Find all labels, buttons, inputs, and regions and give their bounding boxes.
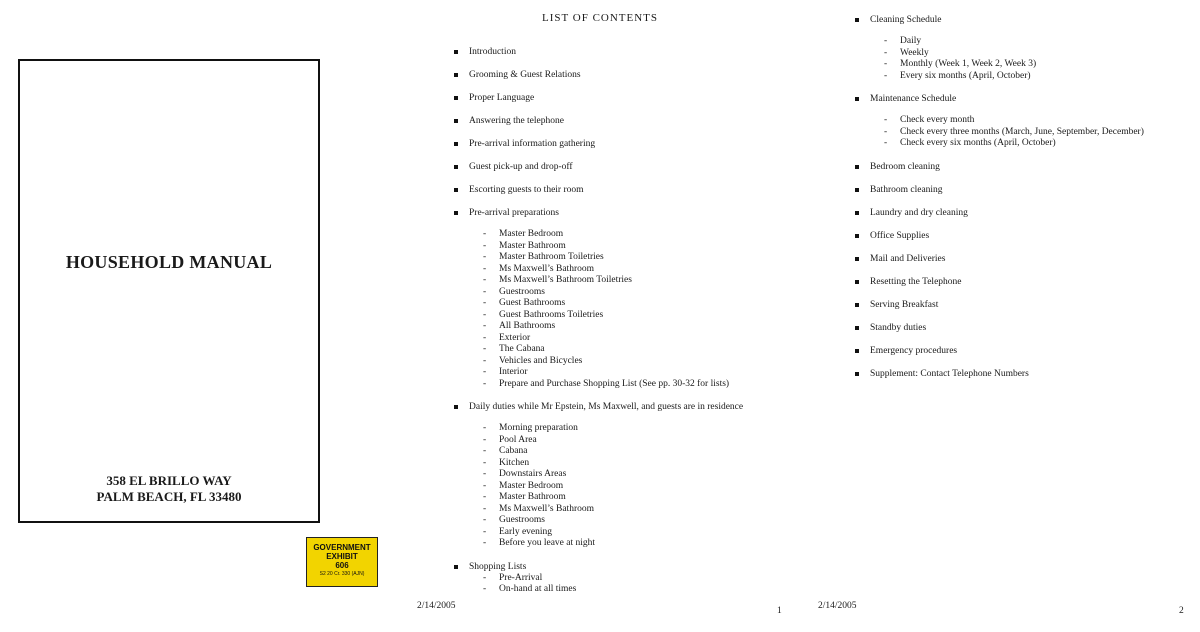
contents-item	[454, 69, 794, 81]
contents-item-label: Supplement: Contact Telephone Numbers	[870, 368, 1029, 379]
contents-item-label: Mail and Deliveries	[870, 253, 946, 264]
contents-item-label: Guest pick-up and drop-off	[469, 162, 573, 172]
contents-subitem: - Master Bathroom	[483, 241, 794, 253]
contents-subitem-list	[870, 36, 1195, 82]
contents-item	[454, 401, 794, 550]
exhibit-number: 606	[335, 561, 349, 570]
contents-item-label: Cleaning Schedule	[870, 15, 942, 25]
contents-page-1	[400, 0, 800, 632]
contents-item-label: Escorting guests to their room	[469, 185, 584, 195]
contents-item-label: Grooming & Guest Relations	[469, 70, 581, 80]
bullet-icon	[855, 211, 859, 215]
contents-item-label: Bedroom cleaning	[870, 161, 940, 172]
bullet-icon	[454, 211, 458, 215]
contents-item-label: Shopping Lists	[469, 561, 527, 572]
page-number: 1	[777, 606, 782, 616]
bullet-icon	[454, 142, 458, 146]
contents-item	[454, 561, 794, 596]
contents-list	[855, 14, 1195, 380]
contents-subitem: - Master Bedroom	[483, 481, 794, 493]
bullet-icon	[855, 326, 859, 330]
contents-item	[855, 345, 1195, 357]
contents-item	[454, 92, 794, 104]
contents-subitem: - Master Bathroom	[483, 492, 794, 504]
contents-item-label: Office Supplies	[870, 230, 930, 241]
contents-item	[855, 299, 1195, 311]
contents-item	[454, 207, 794, 390]
contents-item	[855, 184, 1195, 196]
contents-subitem: - Downstairs Areas	[483, 469, 794, 481]
page-number: 2	[1179, 606, 1184, 616]
contents-subitem: - Guest Bathrooms	[483, 298, 794, 310]
contents-subitem-list	[870, 115, 1195, 150]
contents-item	[855, 14, 1195, 82]
contents-item-label: Bathroom cleaning	[870, 184, 943, 195]
contents-item	[855, 322, 1195, 334]
bullet-icon	[855, 372, 859, 376]
bullet-icon	[855, 349, 859, 353]
bullet-icon	[855, 280, 859, 284]
contents-subitem: - Check every month	[884, 115, 1195, 127]
contents-subitem: - Guestrooms	[483, 515, 794, 527]
contents-subitem: - Guest Bathrooms Toiletries	[483, 310, 794, 322]
bullet-icon	[454, 119, 458, 123]
exhibit-sticker	[306, 537, 378, 587]
cover-address	[20, 473, 318, 505]
manual-title: HOUSEHOLD MANUAL	[65, 252, 273, 272]
contents-item	[855, 93, 1195, 150]
contents-item-label: Emergency procedures	[870, 345, 958, 356]
bullet-icon	[855, 165, 859, 169]
contents-heading: LIST OF CONTENTS	[541, 12, 659, 24]
contents-subitem: - Guestrooms	[483, 287, 794, 299]
contents-subitem: - Ms Maxwell’s Bathroom	[483, 504, 794, 516]
contents-subitem: - The Cabana	[483, 344, 794, 356]
contents-subitem: - Morning preparation	[483, 423, 794, 435]
bullet-icon	[454, 565, 458, 569]
bullet-icon	[454, 165, 458, 169]
contents-subitem: - Weekly	[884, 48, 1195, 60]
contents-item	[454, 46, 794, 58]
contents-subitem: - Ms Maxwell’s Bathroom Toiletries	[483, 275, 794, 287]
contents-subitem: - Master Bathroom Toiletries	[483, 252, 794, 264]
contents-subitem: - Every six months (April, October)	[884, 71, 1195, 83]
contents-subitem: - Exterior	[483, 333, 794, 345]
contents-subitem: - Check every six months (April, October)	[884, 138, 1195, 150]
contents-subitem: - Prepare and Purchase Shopping List (See pp. 30-32 for lists)	[483, 379, 794, 391]
contents-item-label: Proper Language	[469, 93, 535, 103]
bullet-icon	[855, 18, 859, 22]
bullet-icon	[855, 234, 859, 238]
contents-subitem: - Pool Area	[483, 435, 794, 447]
exhibit-line-1: GOVERNMENT	[313, 543, 371, 552]
exhibit-line-2: EXHIBIT	[326, 552, 358, 561]
contents-subitem: - Pre-Arrival	[483, 573, 794, 585]
contents-subitem: - Before you leave at night	[483, 538, 794, 550]
contents-subitem-list	[469, 229, 794, 390]
contents-subitem: - On-hand at all times	[483, 584, 794, 596]
contents-subitem: - Daily	[884, 36, 1195, 48]
contents-subitem-list	[469, 573, 794, 596]
contents-item-label: Daily duties while Mr Epstein, Ms Maxwell, and guests are in residence	[469, 402, 744, 412]
bullet-icon	[855, 303, 859, 307]
contents-item	[454, 115, 794, 127]
contents-item-label: Resetting the Telephone	[870, 276, 962, 287]
contents-subitem: - Early evening	[483, 527, 794, 539]
bullet-icon	[855, 257, 859, 261]
contents-subitem: - Vehicles and Bicycles	[483, 356, 794, 368]
contents-item-label: Standby duties	[870, 322, 927, 333]
contents-item	[454, 184, 794, 196]
exhibit-case: S2 20 Cr. 330 (AJN)	[319, 571, 365, 577]
contents-item	[454, 161, 794, 173]
contents-subitem: - Ms Maxwell’s Bathroom	[483, 264, 794, 276]
contents-subitem: - Master Bedroom	[483, 229, 794, 241]
contents-subitem: - Monthly (Week 1, Week 2, Week 3)	[884, 59, 1195, 71]
bullet-icon	[454, 73, 458, 77]
contents-subitem: - All Bathrooms	[483, 321, 794, 333]
contents-item	[855, 207, 1195, 219]
address-line-1: 358 EL BRILLO WAY	[106, 473, 232, 488]
contents-item-label: Laundry and dry cleaning	[870, 207, 968, 218]
page-date: 2/14/2005	[818, 601, 857, 611]
contents-item	[855, 253, 1195, 265]
contents-subitem: - Check every three months (March, June, September, December)	[884, 127, 1195, 139]
contents-item-label: Pre-arrival preparations	[469, 208, 559, 218]
bullet-icon	[454, 50, 458, 54]
contents-list	[454, 46, 794, 596]
contents-subitem-list	[469, 423, 794, 550]
bullet-icon	[454, 96, 458, 100]
page-date: 2/14/2005	[417, 601, 456, 611]
cover-frame	[18, 59, 320, 523]
bullet-icon	[855, 97, 859, 101]
contents-item-label: Serving Breakfast	[870, 299, 939, 310]
contents-item	[855, 230, 1195, 242]
cover-page	[0, 0, 400, 632]
contents-subitem: - Kitchen	[483, 458, 794, 470]
contents-item	[855, 368, 1195, 380]
contents-item-label: Maintenance Schedule	[870, 94, 957, 104]
contents-item	[855, 161, 1195, 173]
bullet-icon	[454, 188, 458, 192]
contents-subitem: - Interior	[483, 367, 794, 379]
contents-page-2	[800, 0, 1200, 632]
contents-item-label: Answering the telephone	[469, 116, 564, 126]
contents-subitem: - Cabana	[483, 446, 794, 458]
bullet-icon	[855, 188, 859, 192]
bullet-icon	[454, 405, 458, 409]
contents-item	[454, 138, 794, 150]
contents-item-label: Introduction	[469, 47, 516, 57]
address-line-2: PALM BEACH, FL 33480	[96, 489, 242, 504]
contents-item	[855, 276, 1195, 288]
contents-item-label: Pre-arrival information gathering	[469, 139, 596, 149]
